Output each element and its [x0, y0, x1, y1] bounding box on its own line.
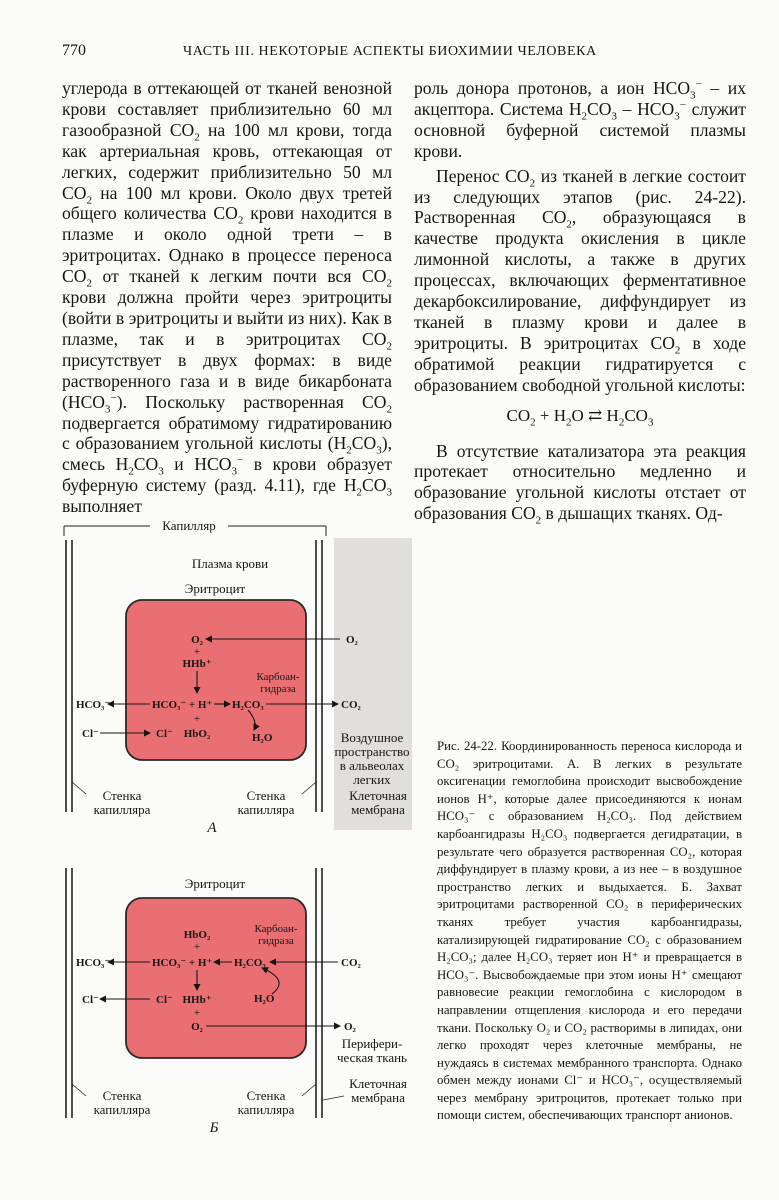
cl-plasma: Cl⁻: [82, 728, 99, 740]
wall-pointer: [72, 1084, 86, 1096]
cl-cell: Cl⁻: [156, 994, 173, 1006]
wall-pointer: [302, 1084, 316, 1096]
plasma-label: Плазма крови: [191, 556, 269, 571]
wall-label-1: Стенка: [102, 788, 142, 803]
membrane-pointer: [323, 1096, 344, 1100]
o2-air: O₂: [346, 634, 358, 646]
h2co3: H₂CO₃: [232, 699, 264, 711]
hco3-plasma: HCO₃⁻: [76, 699, 111, 711]
h2co3: H₂CO₃: [234, 957, 266, 969]
running-header: ЧАСТЬ III. НЕКОТОРЫЕ АСПЕКТЫ БИОХИМИИ ЧЕЛОВЕКА: [183, 44, 597, 59]
o2-in-cell: O₂: [191, 634, 203, 646]
cl-plasma: Cl⁻: [82, 994, 99, 1006]
wall-label-2: капилляра: [93, 1102, 151, 1117]
membrane-label-2: мембрана: [351, 1090, 405, 1105]
right-paragraph-1: роль донора протонов, а ион $HCO_3^-$ – их акцептора. Система $H_2CO_3 - HCO_3^-$ служит основной буферной системой плазмы крови.: [414, 78, 746, 161]
enzyme-label-line2: гидраза: [260, 683, 296, 695]
capillary-bracket: [64, 518, 326, 536]
wall-pointer: [302, 782, 316, 794]
figure-caption: [437, 738, 742, 1125]
reaction-equation: $CO_2 + H_2O$ ⇄ $H_2CO_3$: [506, 405, 654, 428]
wall-label-3: Стенка: [246, 788, 286, 803]
wall-label-1: Стенка: [102, 1088, 142, 1103]
hhb: HHb⁺: [182, 658, 212, 670]
erythrocyte-label: Эритроцит: [184, 581, 246, 596]
hhb: HHb⁺: [182, 994, 212, 1006]
capillary-label: Капилляр: [162, 518, 216, 533]
o2-tissue: O₂: [344, 1021, 356, 1033]
plus-sign: +: [193, 646, 201, 658]
enzyme-label-line2: гидраза: [258, 935, 294, 947]
membrane-label-1: Клеточная: [349, 1076, 407, 1091]
right-paragraph-2: Перенос $CO_2$ из тканей в легкие состоит из следующих этапов (рис. 24-22). Растворенная $CO_2$, образующаяся в качестве продукта окисления в цикле лимонной кислоты, а также в других процессах, включающих ферментативное декарбоксилирование, диффундирует из тканей в плазму крови и далее в эритроциты. В эритроцитах $CO_2$ в ходе обратимой реакции гидратируется с образованием свободной угольной кислоты:: [414, 165, 746, 395]
hco3-cell: HCO₃⁻ + H⁺: [152, 699, 213, 711]
right-paragraph-3: В отсутствие катализатора эта реакция протекает относительно медленно и образование угольной кислоты отстает от образования $CO_2$ в дышащих тканях. Од-: [414, 440, 746, 527]
plus-sign: +: [193, 1007, 201, 1019]
left-paragraph: углерода в оттекающей от тканей венозной крови составляет приблизительно 60 мл газообразной $CO_2$ на 100 мл крови, тогда как артериальная кровь, оттекающая от легких, содержит приблизительно 50 мл $CO_2$ на 100 мл крови. Около двух третей общего количества $CO_2$ крови находится в плазме и около одной трети – в эритроцитах. Однако в процессе переноса $CO_2$ от тканей к легким почти вся $CO_2$ крови должна пройти через эритроциты (войти в эритроциты и выйти из них). Как в плазме, так и в эритроцитах $CO_2$ присутствует в двух формах: в виде растворенного газа и в виде бикарбоната $(HCO_3^-)$. Поскольку растворенная $CO_2$ подвергается обратимому гидратированию с образованием угольной кислоты $(H_2CO_3)$, смесь $H_2CO_3$ и $HCO_3^-$ в крови образует буферную систему (разд. 4.11), где $H_2CO_3$ выполняет: [62, 78, 392, 517]
membrane-label-1: Клеточная: [349, 788, 407, 803]
enzyme-label-line1: Карбоан-: [256, 671, 300, 683]
o2-cell: O₂: [191, 1021, 203, 1033]
water: H₂O: [252, 732, 273, 744]
air-space-label-2: пространство: [334, 744, 410, 759]
erythrocyte-cell: [126, 898, 306, 1058]
panel-label-b: Б: [209, 1120, 219, 1136]
air-space-label-1: Воздушное: [340, 730, 404, 745]
panel-b: [66, 868, 407, 1136]
hco3-plasma: HCO₃⁻: [76, 957, 111, 969]
membrane-label-2: мембрана: [351, 802, 405, 817]
wall-label-4: капилляра: [237, 802, 295, 817]
co2-air: CO₂: [341, 699, 361, 711]
tissue-label-2: ческая ткань: [337, 1050, 407, 1065]
panel-label-a: А: [207, 820, 217, 836]
page-number: 770: [62, 42, 86, 59]
erythrocyte-label: Эритроцит: [184, 876, 246, 891]
wall-label-3: Стенка: [246, 1088, 286, 1103]
wall-label-2: капилляра: [93, 802, 151, 817]
panel-a: [66, 538, 412, 836]
tissue-label-1: Перифери-: [341, 1036, 403, 1051]
water: H₂O: [254, 993, 275, 1005]
plus-sign: +: [193, 713, 201, 725]
cl-cell: Cl⁻: [156, 728, 173, 740]
co2-tissue: CO₂: [341, 957, 361, 969]
enzyme-label-line1: Карбоан-: [254, 923, 298, 935]
wall-label-4: капилляра: [237, 1102, 295, 1117]
plus-sign: +: [193, 941, 201, 953]
hco3-cell: HCO₃⁻ + H⁺: [152, 957, 213, 969]
air-space-label-4: легких: [353, 772, 391, 787]
hbo2: HbO₂: [183, 929, 211, 941]
caption-text: Рис. 24-22. Координированность переноса кислорода и CO₂ эритроцитами. А. В легких в результате оксигенации гемоглобина происходит высвобождение ионов H⁺, которые далее присоединяются к ионам HCO₃⁻ с образованием H₂CO₃. Под действием карбоангидразы H₂CO₃ подвергается дегидратации, в результате чего образуется растворенная CO₂, которая диффундирует в плазму крови, а из нее – в воздушное пространство легких и выдыхается. Б. Захват эритроцитами растворенной CO₂ в периферических тканях требует участия карбоангидразы, катализирующей гидратирование CO₂ с образованием H₂CO₃; далее H₂CO₃ теряет ион H⁺ и превращается в HCO₃⁻. Высвобождаемые при этом ионы H⁺ смещают равновесие реакции гемоглобина с кислородом в направлении отщепления кислорода и его передачи ткани. Поскольку O₂ и CO₂ растворимы в липидах, они легко проходят через клеточные мембраны, не нуждаясь в системах мембранного транспорта. Однако обмен между ионами Cl⁻ и HCO₃⁻, осуществляемый через мембрану эритроцитов, протекает только при помощи систем, обеспечивающих транспорт анионов.: [437, 739, 742, 1123]
hbo2: HbO₂: [183, 728, 211, 740]
wall-pointer: [72, 782, 86, 794]
air-space-label-3: в альвеолах: [339, 758, 405, 773]
